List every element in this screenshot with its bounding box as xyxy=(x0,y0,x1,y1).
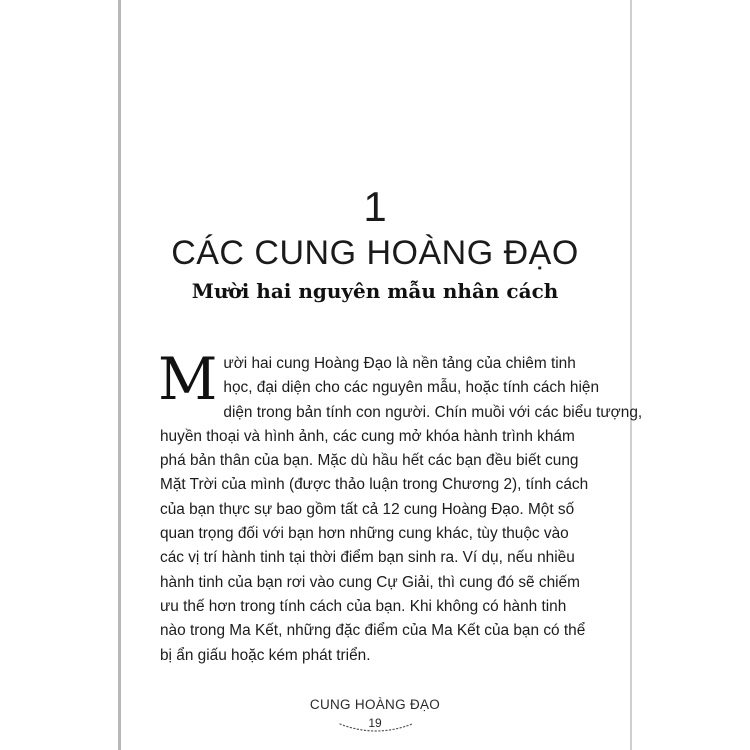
body-line: nào trong Ma Kết, những đặc điểm của Ma Kết của bạn có thể xyxy=(160,622,586,640)
body-line: ười hai cung Hoàng Đạo là nền tảng của chiêm tinh xyxy=(223,355,576,372)
body-line: quan trọng đối với bạn hơn những cung khác, tùy thuộc vào xyxy=(160,525,569,543)
chapter-number: 1 xyxy=(363,183,387,230)
chapter-subtitle: Mười hai nguyên mẫu nhân cách xyxy=(191,279,559,303)
page-left-edge xyxy=(118,0,121,750)
body-paragraph xyxy=(158,345,643,668)
running-title: CUNG HOÀNG ĐẠO xyxy=(309,697,441,712)
page-number-ornament xyxy=(336,722,416,736)
body-line: hành tinh của bạn rơi vào cung Cự Giải, thì cung đó sẽ chiếm xyxy=(160,573,580,591)
body-line: Mặt Trời của mình (được thảo luận trong Chương 2), tính cách xyxy=(160,476,589,494)
body-line: học, đại diện cho các nguyên mẫu, hoặc tính cách hiện xyxy=(223,379,600,397)
page-right-edge xyxy=(630,0,632,750)
body-line: huyền thoại và hình ảnh, các cung mở khóa hành trình khám xyxy=(160,427,575,445)
body-line: ưu thế hơn trong tính cách của bạn. Khi không có hành tinh xyxy=(160,597,567,615)
chapter-title: CÁC CUNG HOÀNG ĐẠO xyxy=(171,234,579,272)
body-line: diện trong bản tính con người. Chín muồi với các biểu tượng, xyxy=(223,403,643,421)
drop-cap: M xyxy=(158,345,218,413)
body-line: các vị trí hành tinh tại thời điểm bạn sinh ra. Ví dụ, nếu nhiều xyxy=(160,549,575,567)
body-line: bị ẩn giấu hoặc kém phát triển. xyxy=(160,646,371,664)
page-number: 19 xyxy=(368,716,382,730)
body-line: phá bản thân của bạn. Mặc dù hầu hết các bạn đều biết cung xyxy=(160,452,579,470)
body-line: của bạn thực sự bao gồm tất cả 12 cung Hoàng Đạo. Một số xyxy=(160,500,575,518)
